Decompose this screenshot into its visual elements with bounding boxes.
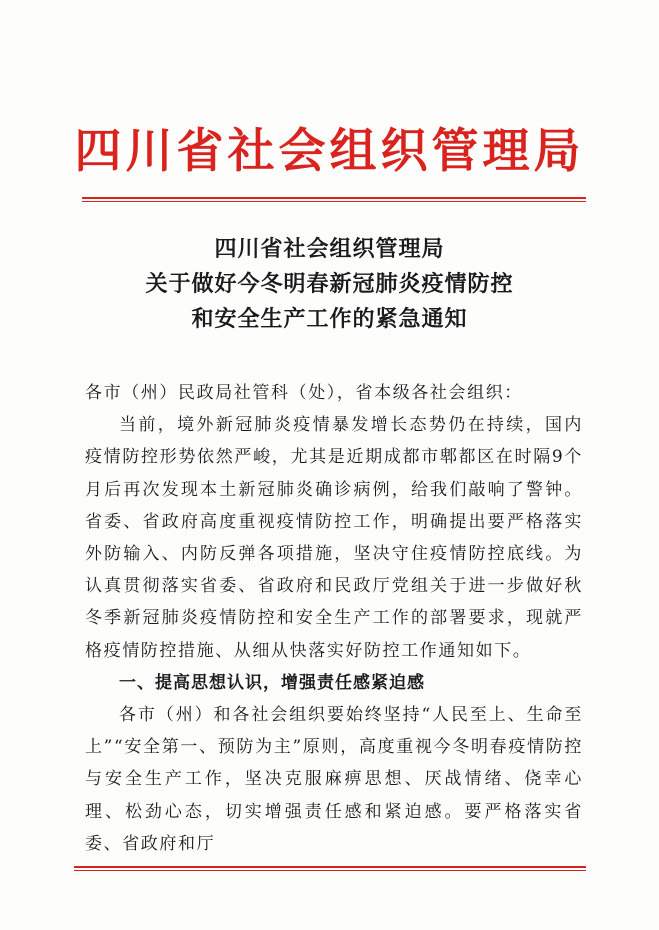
title-line-2: 关于做好今冬明春新冠肺炎疫情防控 <box>145 272 514 297</box>
salutation: 各市（州）民政局社管科（处），省本级各社会组织： <box>85 383 523 403</box>
footer-red-rule-thin <box>74 870 586 871</box>
title-line-3: 和安全生产工作的紧急通知 <box>191 307 468 332</box>
masthead-red-rule-thin <box>82 201 586 202</box>
footer-red-rule <box>74 866 586 868</box>
masthead-red-rule <box>82 197 586 199</box>
section-1-text: 各市（州）和各社会组织要始终坚持“人民至上、生命至上”“安全第一、预防为主”原则，高度重视今冬明春疫情防控与安全生产工作，坚决克服麻痹思想、厌战情绪、侥幸心理、松劲心态，切实增强责任感和紧迫感。要严格落实省委、省政府和厅 <box>85 705 583 854</box>
title-line-1: 四川省社会组织管理局 <box>214 237 445 262</box>
document-title <box>0 232 659 337</box>
document-body <box>85 377 583 860</box>
issuer-masthead: 四川省社会组织管理局 <box>74 124 585 179</box>
paragraph-intro: 当前，境外新冠肺炎疫情暴发增长态势仍在持续，国内疫情防控形势依然严峻，尤其是近期成都市郫都区在时隔9个月后再次发现本土新冠肺炎确诊病例，给我们敲响了警钟。省委、省政府高度重视疫情防控工作，明确提出要严格落实外防输入、内防反弹各项措施，坚决守住疫情防控底线。为认真贯彻落实省委、省政府和民政厅党组关于进一步做好秋冬季新冠肺炎疫情防控和安全生产工作的部署要求，现就严格疫情防控措施、从细从快落实好防控工作通知如下。 <box>85 415 583 661</box>
section-heading-1: 一、提高思想认识，增强责任感紧迫感 <box>119 672 425 693</box>
